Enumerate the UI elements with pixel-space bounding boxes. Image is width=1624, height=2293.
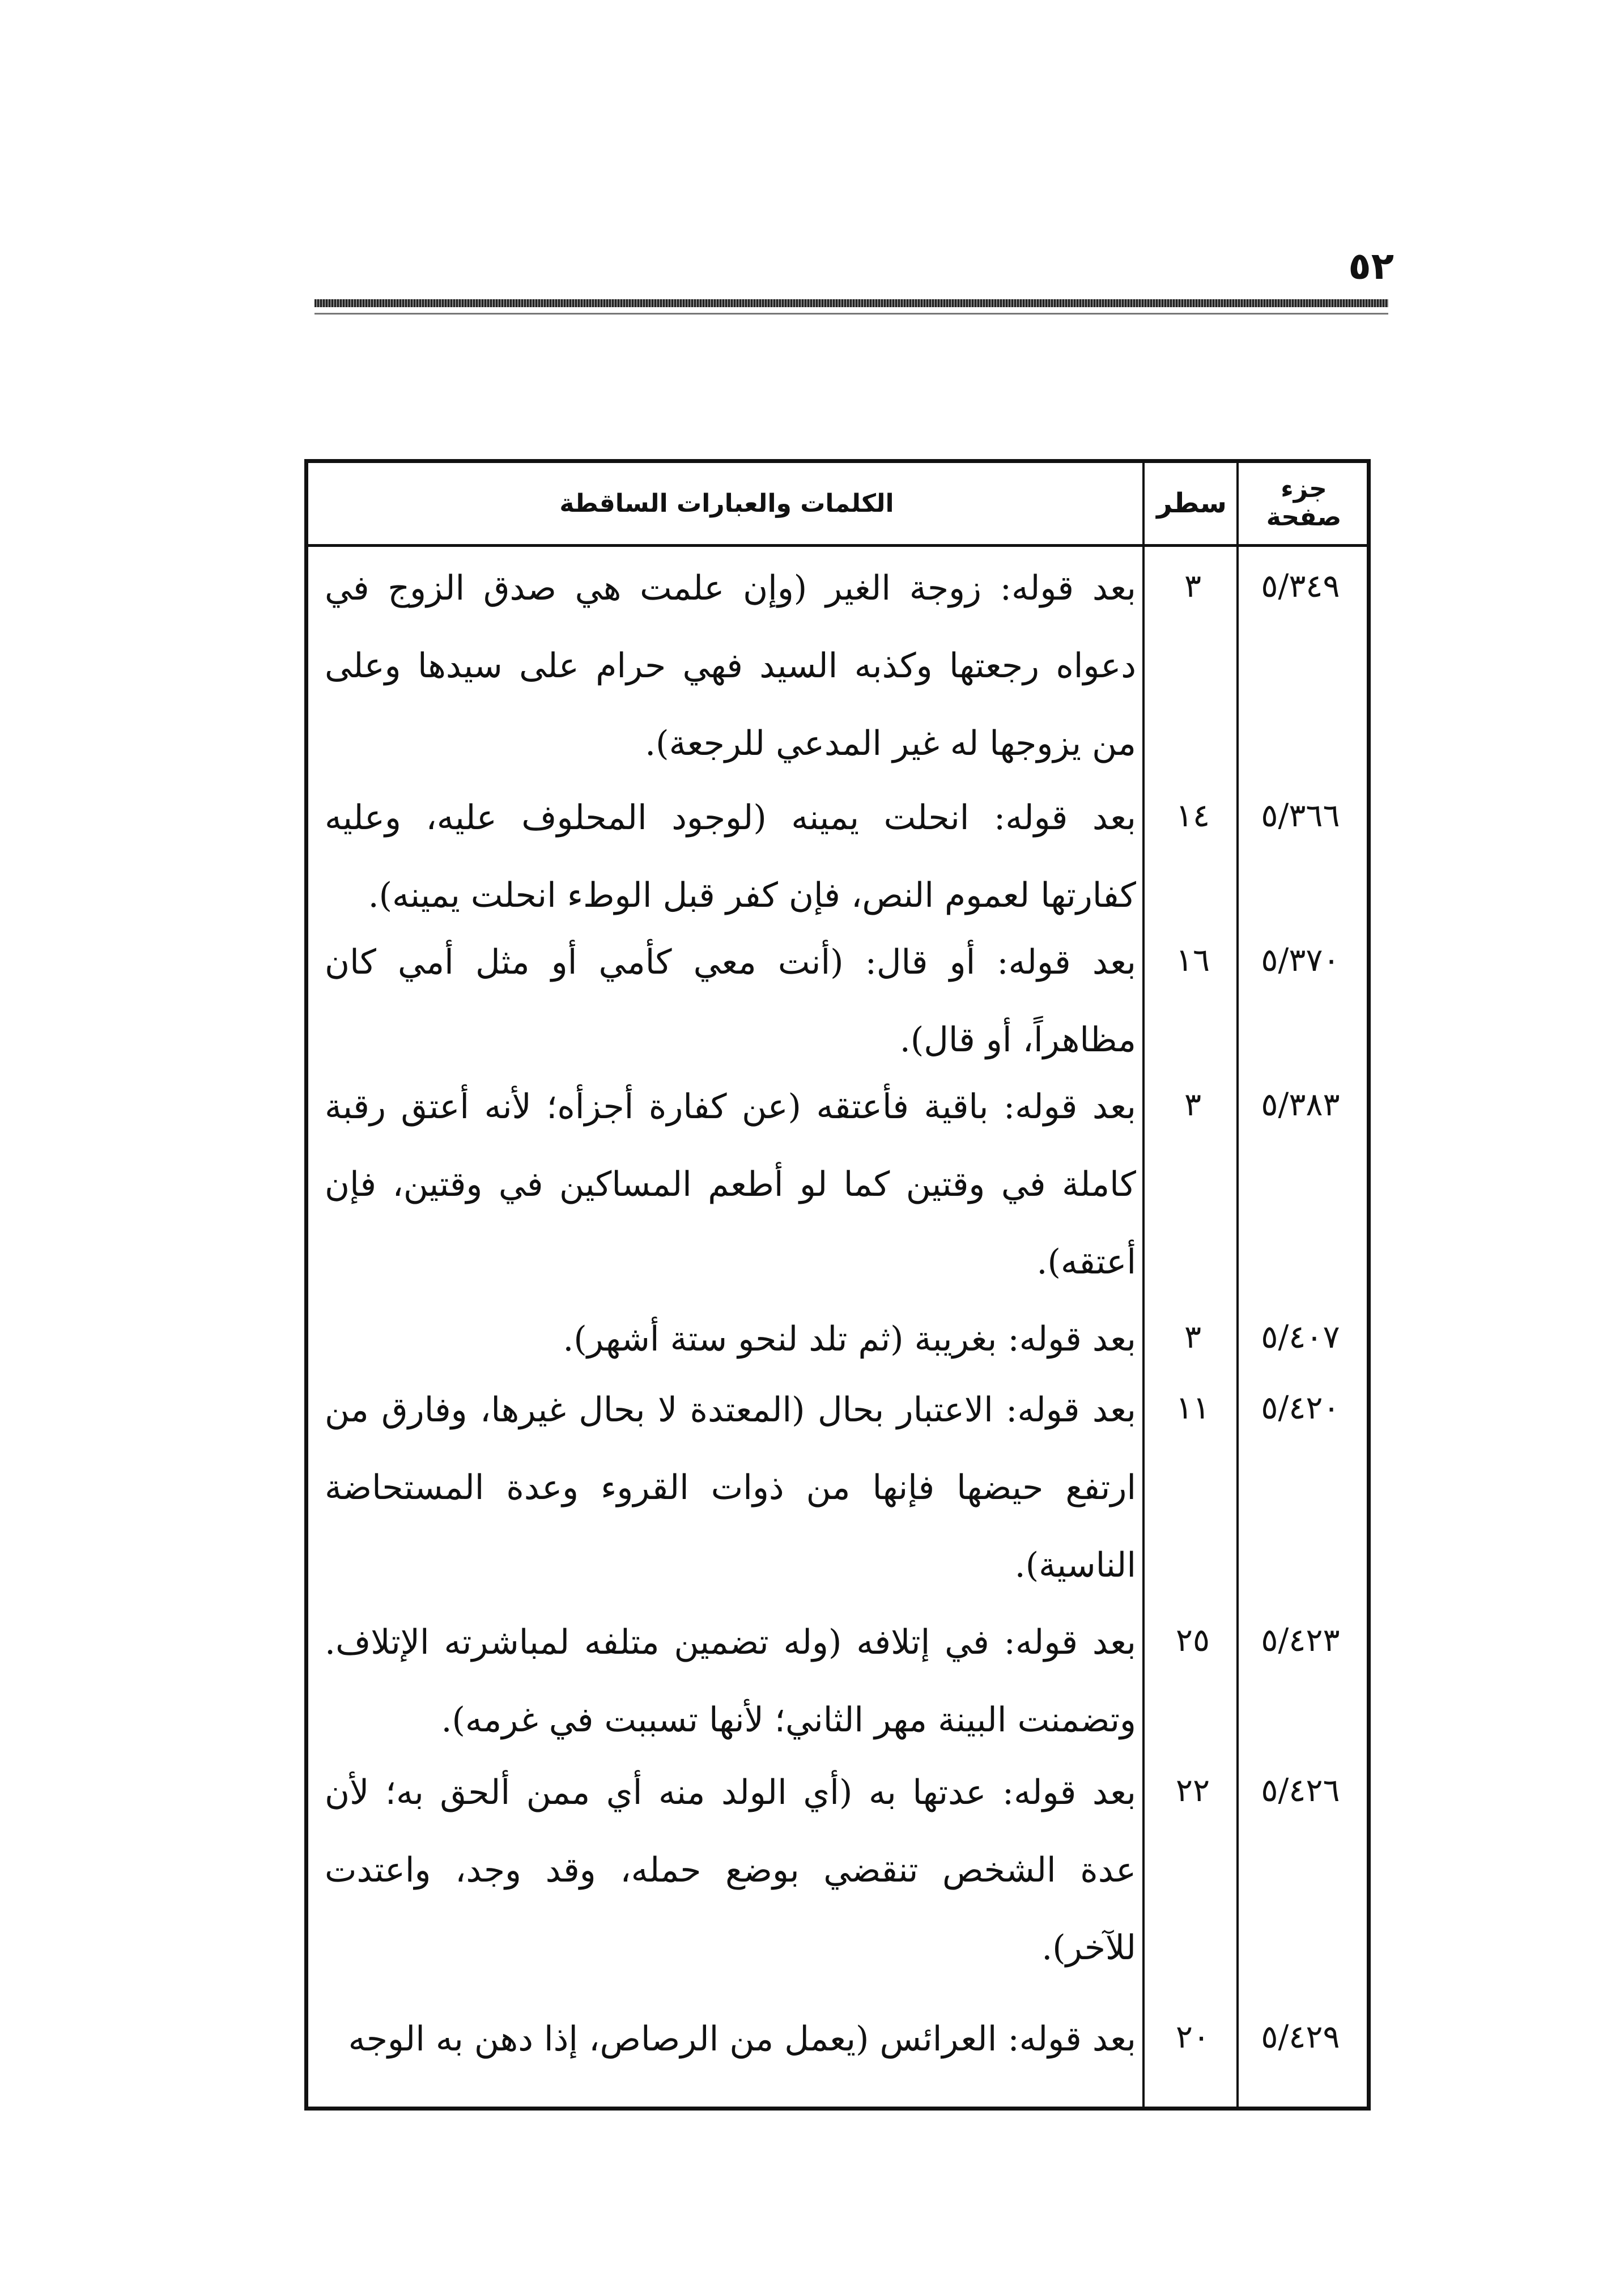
volume-page-cell: ٥/٤٢٣ (1261, 1622, 1340, 1659)
line-number-cell: ٣ (1184, 1319, 1202, 1356)
volume-page-cell: ٥/٣٦٦ (1261, 797, 1340, 834)
line-number-cell: ١٤ (1175, 797, 1210, 834)
header-line: سطر (1157, 487, 1227, 519)
volume-page-cell: ٥/٣٤٩ (1261, 568, 1340, 605)
header-rule-thin (314, 313, 1388, 315)
line-number-cell: ١٦ (1175, 942, 1210, 979)
missing-text-cell: بعد قوله: أو قال: (أنت معي كأمي أو مثل أمي كان مظاهراً، أو قال). (325, 942, 1136, 1060)
header-volume-label: جزء (1281, 474, 1327, 503)
volume-page-cell: ٥/٤٢٩ (1261, 2019, 1340, 2056)
missing-text-cell: بعد قوله: العرائس (يعمل من الرصاص، إذا دهن به الوجه (348, 2019, 1136, 2059)
header-missing-text: الكلمات والعبارات الساقطة (559, 489, 894, 518)
volume-page-cell: ٥/٣٨٣ (1261, 1086, 1340, 1123)
header-divider (304, 544, 1371, 547)
line-number-cell: ٢٢ (1175, 1772, 1210, 1809)
volume-page-cell: ٥/٤٠٧ (1261, 1319, 1340, 1356)
missing-text-cell: بعد قوله: انحلت يمينه (لوجود المحلوف عليه، وعليه كفارتها لعموم النص، فإن كفر قبل الوطء انحلت يمينه). (325, 798, 1136, 915)
missing-text-cell: بعد قوله: باقية فأعتقه (عن كفارة أجزأه؛ لأنه أعتق رقبة كاملة في وقتين كما لو أطعم المساكين في وقتين، فإن أعتقه). (325, 1087, 1137, 1282)
missing-text-cell: بعد قوله: زوجة الغير (وإن علمت هي صدق الزوج في دعواه رجعتها وكذبه السيد فهي حرام على سيدها وعلى من يزوجها له غير المدعي للرجعة). (325, 568, 1136, 763)
column-divider-text (1142, 459, 1145, 2111)
page-number: ٥٢ (1348, 244, 1394, 288)
line-number-cell: ٢٥ (1175, 1622, 1210, 1659)
missing-text-cell: بعد قوله: في إتلافه (وله تضمين متلفه لمباشرته الإتلاف. وتضمنت البينة مهر الثاني؛ لأنها تسببت في غرمه). (325, 1623, 1136, 1740)
header-volume-page (1241, 464, 1367, 543)
header-rule (314, 299, 1388, 307)
line-number-cell: ١١ (1175, 1390, 1210, 1426)
missing-text-cell: بعد قوله: بغريبة (ثم تلد لنحو ستة أشهر). (563, 1319, 1136, 1359)
line-number-cell: ٢٠ (1175, 2019, 1210, 2056)
line-number-cell: ٣ (1184, 568, 1202, 605)
volume-page-cell: ٥/٤٢٠ (1261, 1390, 1340, 1426)
volume-page-cell: ٥/٤٢٦ (1261, 1772, 1340, 1809)
line-number-cell: ٣ (1184, 1086, 1202, 1123)
column-divider-line (1236, 459, 1239, 2111)
missing-text-cell: بعد قوله: الاعتبار بحال (المعتدة لا بحال غيرها، وفارق من ارتفع حيضها فإنها من ذوات القروء وعدة المستحاضة الناسية). (325, 1390, 1136, 1585)
volume-page-cell: ٥/٣٧٠ (1261, 942, 1340, 979)
header-page-label: صفحة (1266, 503, 1342, 532)
missing-text-cell: بعد قوله: عدتها به (أي الولد منه أي ممن ألحق به؛ لأن عدة الشخص تنقضي بوضع حمله، وقد وجد، واعتدت للآخر). (325, 1773, 1136, 1968)
